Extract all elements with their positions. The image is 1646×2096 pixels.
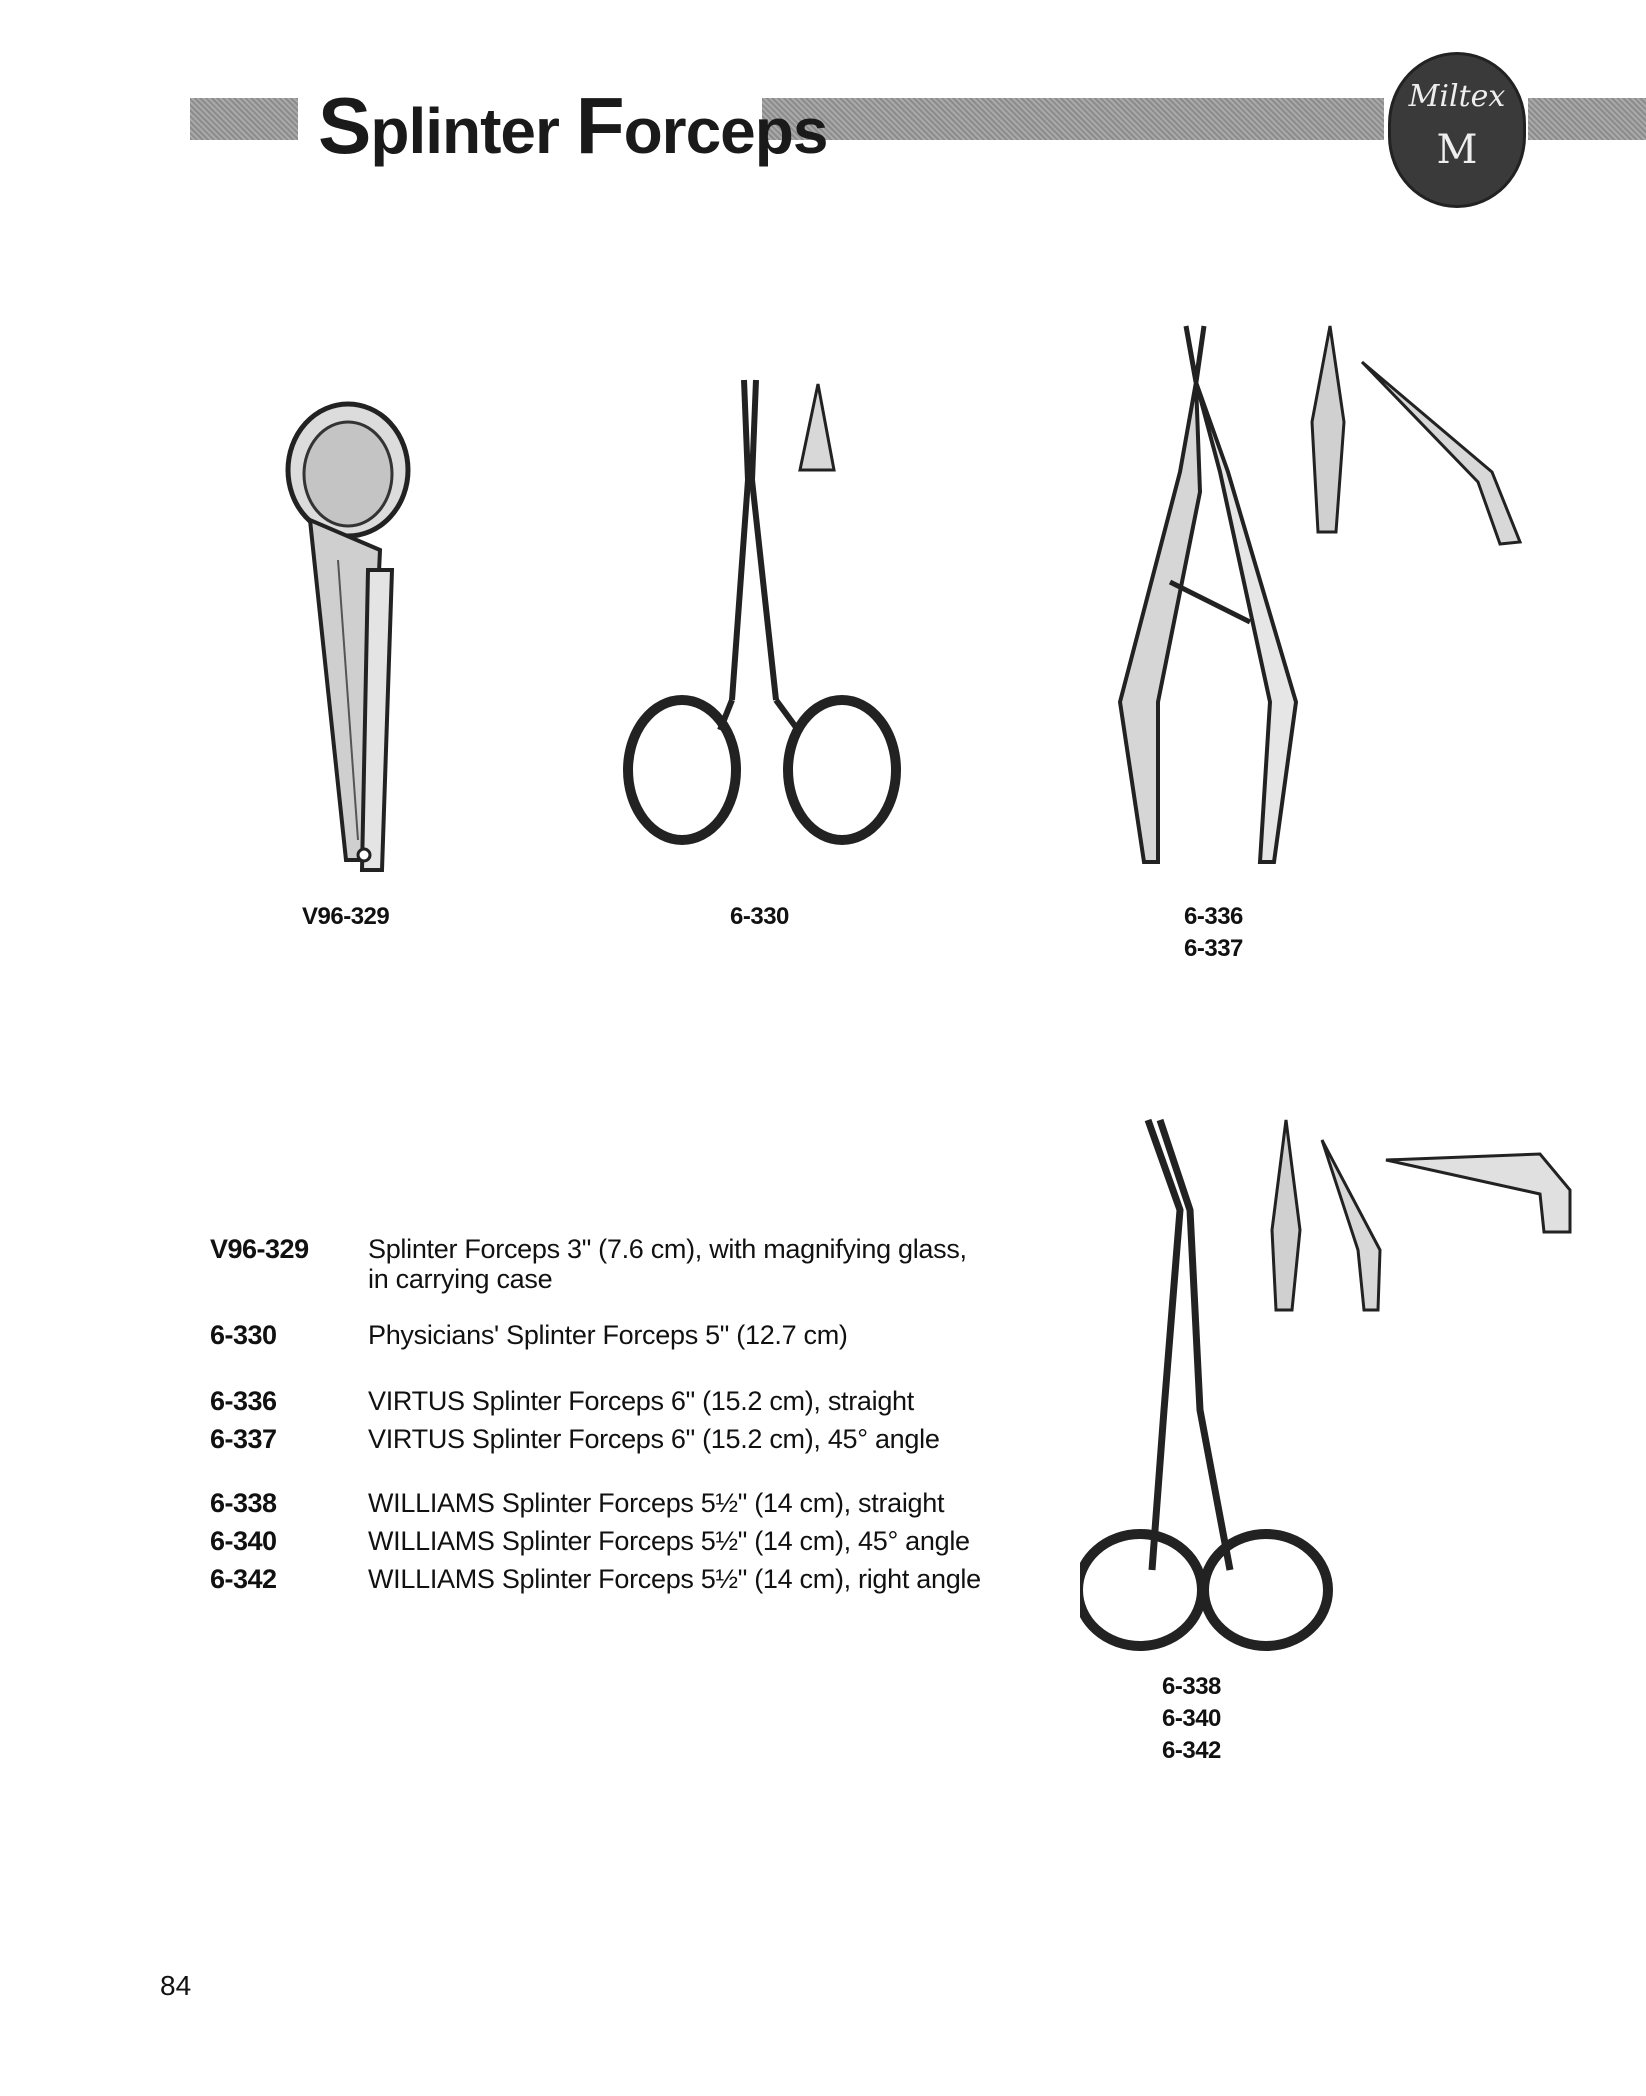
catalog-description: VIRTUS Splinter Forceps 6" (15.2 cm), 45° angle (368, 1424, 940, 1454)
header-band-right (1528, 98, 1646, 140)
catalog-description: Physicians' Splinter Forceps 5" (12.7 cm) (368, 1320, 848, 1350)
catalog-description: WILLIAMS Splinter Forceps 5½" (14 cm), 45° angle (368, 1526, 970, 1556)
figure-caption: 6-340 (1162, 1705, 1221, 1732)
figure-caption: 6-342 (1162, 1737, 1221, 1764)
logo-letter: M (1436, 127, 1478, 173)
miltex-logo (1388, 52, 1526, 208)
page-title: Splinter Forceps (318, 81, 828, 170)
figure-caption: 6-330 (730, 903, 789, 930)
logo-script-text: Miltex (1408, 79, 1506, 114)
catalog-code: 6-338 (210, 1488, 277, 1518)
virtus-forceps-illustration (1100, 322, 1580, 882)
catalog-code: 6-340 (210, 1526, 277, 1556)
figure-caption: 6-338 (1162, 1673, 1221, 1700)
forceps-magnifier-illustration (280, 400, 460, 880)
catalog-description: VIRTUS Splinter Forceps 6" (15.2 cm), straight (368, 1386, 914, 1416)
header-band-left (190, 98, 298, 140)
catalog-code: 6-330 (210, 1320, 277, 1350)
figure-caption: V96-329 (302, 903, 390, 930)
catalog-description: WILLIAMS Splinter Forceps 5½" (14 cm), straight (368, 1488, 945, 1518)
williams-forceps-illustration (1080, 1110, 1600, 1670)
catalog-code: 6-342 (210, 1564, 277, 1594)
physicians-forceps-illustration (620, 370, 920, 890)
figure-caption: 6-337 (1184, 935, 1243, 962)
catalog-code: 6-337 (210, 1424, 277, 1454)
header-band-middle (762, 98, 1384, 140)
catalog-code: 6-336 (210, 1386, 277, 1416)
catalog-description: Splinter Forceps 3" (7.6 cm), with magnifying glass, in carrying case (368, 1234, 967, 1294)
figure-caption: 6-336 (1184, 903, 1243, 930)
catalog-code: V96-329 (210, 1234, 309, 1264)
catalog-description: WILLIAMS Splinter Forceps 5½" (14 cm), right angle (368, 1564, 981, 1594)
page-number: 84 (160, 1970, 192, 2001)
